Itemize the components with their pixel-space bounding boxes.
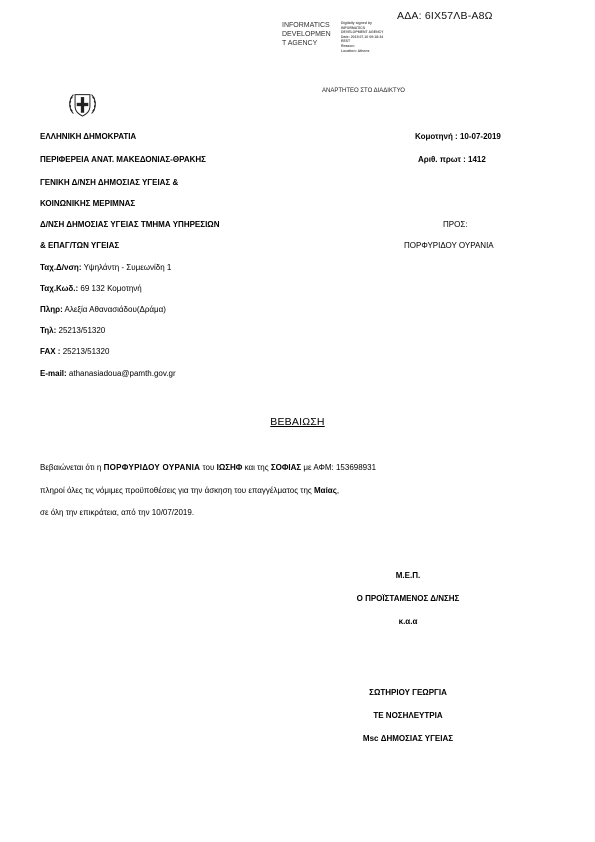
postal-label: Ταχ.Κωδ.: bbox=[40, 284, 79, 293]
stamp-title-line: T AGENCY bbox=[282, 40, 318, 47]
header-line-directorate: Δ/ΝΣΗ ΔΗΜΟΣΙΑΣ ΥΓΕΙΑΣ ΤΜΗΜΑ ΥΠΗΡΕΣΙΩΝ bbox=[40, 220, 220, 229]
mother-name: ΣΟΦΙΑΣ bbox=[270, 463, 302, 472]
address-value: Υψηλάντη - Συμεωνίδη 1 bbox=[83, 263, 172, 272]
profession: Μαίας bbox=[313, 486, 337, 495]
email-label: E-mail: bbox=[40, 369, 67, 378]
address-label: Ταχ.Δ/νση: bbox=[40, 263, 82, 272]
body-text: του bbox=[200, 463, 217, 472]
document-date: Κομοτηνή : 10-07-2019 bbox=[415, 132, 501, 141]
stamp-detail-line: EEST bbox=[341, 39, 351, 44]
protocol-number: Αριθ. πρωτ : 1412 bbox=[418, 155, 486, 164]
contact-info bbox=[40, 305, 166, 314]
fax-label: FAX : bbox=[40, 347, 61, 356]
header-line-welfare: ΚΟΙΝΩΝΙΚΗΣ ΜΕΡΙΜΝΑΣ bbox=[40, 199, 136, 208]
stamp-detail-line: Reason: bbox=[341, 43, 355, 48]
body-line-1 bbox=[40, 463, 376, 472]
ada-code: ΑΔΑ: 6ΙΧ57ΛΒ-Α8Ω bbox=[397, 10, 493, 22]
signatory-degree: Msc ΔΗΜΟΣΙΑΣ ΥΓΕΙΑΣ bbox=[362, 734, 454, 743]
father-name: ΙΩΣΗΦ bbox=[216, 463, 243, 472]
greek-emblem-icon bbox=[66, 88, 99, 121]
contact-email bbox=[40, 369, 176, 378]
info-value: Αλεξία Αθανασιάδου(Δράμα) bbox=[64, 305, 166, 314]
email-value: athanasiadoua@pamth.gov.gr bbox=[68, 369, 176, 378]
info-label: Πληρ: bbox=[40, 305, 63, 314]
body-text: και της bbox=[242, 463, 271, 472]
stamp-detail-line: Digitally signed by bbox=[341, 21, 372, 25]
document-title: ΒΕΒΑΙΩΣΗ bbox=[270, 416, 325, 428]
header-line-republic: ΕΛΛΗΝΙΚΗ ΔΗΜΟΚΡΑΤΙΑ bbox=[40, 132, 137, 141]
stamp-detail-line: INFORMATICS bbox=[341, 25, 366, 30]
published-note: ΑΝΑΡΤΗΤΕΟ ΣΤΟ ΔΙΑΔΙΚΤΥΟ bbox=[322, 88, 405, 94]
signatory-name: ΣΩΤΗΡΙΟΥ ΓΕΩΡΓΙΑ bbox=[369, 688, 447, 697]
tax-id: με ΑΦΜ: 153698931 bbox=[301, 463, 377, 472]
body-line-2 bbox=[40, 486, 339, 495]
body-text: , bbox=[336, 486, 340, 495]
body-text: πληροί όλες τις νόμιμες προϋποθέσεις για την άσκηση του επαγγέλματος της bbox=[40, 486, 314, 495]
contact-address bbox=[40, 263, 171, 272]
signatory-title: ΤΕ ΝΟΣΗΛΕΥΤΡΙΑ bbox=[373, 711, 443, 720]
header-line-department: & ΕΠΑΓ/ΤΩΝ ΥΓΕΙΑΣ bbox=[40, 241, 120, 250]
stamp-title-line: DEVELOPMEN bbox=[282, 31, 331, 38]
signature-stamp-details bbox=[341, 21, 383, 53]
recipient-label: ΠΡΟΣ: bbox=[443, 220, 468, 229]
signature-role: Ο ΠΡΟΪΣΤΑΜΕΝΟΣ Δ/ΝΣΗΣ bbox=[356, 594, 460, 603]
signature-mep: Μ.Ε.Π. bbox=[395, 571, 421, 580]
recipient-name: ΠΟΡΦΥΡΙΔΟΥ ΟΥΡΑΝΙΑ bbox=[404, 241, 494, 250]
contact-postal bbox=[40, 284, 142, 293]
signature-stamp-title bbox=[282, 21, 331, 48]
contact-phone bbox=[40, 326, 105, 335]
header-line-region: ΠΕΡΙΦΕΡΕΙΑ ΑΝΑΤ. ΜΑΚΕΔΟΝΙΑΣ-ΘΡΑΚΗΣ bbox=[40, 155, 206, 164]
body-line-3: σε όλη την επικράτεια, από την 10/07/2019. bbox=[40, 508, 195, 517]
phone-label: Τηλ: bbox=[40, 326, 57, 335]
contact-fax bbox=[40, 347, 109, 356]
phone-value: 25213/51320 bbox=[58, 326, 106, 335]
postal-value: 69 132 Κομοτηνή bbox=[80, 284, 142, 293]
fax-value: 25213/51320 bbox=[62, 347, 110, 356]
signature-kaa: κ.α.α bbox=[398, 617, 418, 626]
header-line-general-directorate: ΓΕΝΙΚΗ Δ/ΝΣΗ ΔΗΜΟΣΙΑΣ ΥΓΕΙΑΣ & bbox=[40, 178, 179, 187]
person-name: ΠΟΡΦΥΡΙΔΟΥ ΟΥΡΑΝΙΑ bbox=[103, 463, 201, 472]
stamp-detail-line: Date: 2019.07.10 09:18:34 bbox=[341, 34, 384, 39]
stamp-detail-line: Location: Athens bbox=[341, 48, 370, 53]
body-text: Βεβαιώνεται ότι η bbox=[40, 463, 104, 472]
stamp-title-line: INFORMATICS bbox=[282, 22, 330, 29]
stamp-detail-line: DEVELOPMENT AGENCY bbox=[341, 30, 384, 35]
